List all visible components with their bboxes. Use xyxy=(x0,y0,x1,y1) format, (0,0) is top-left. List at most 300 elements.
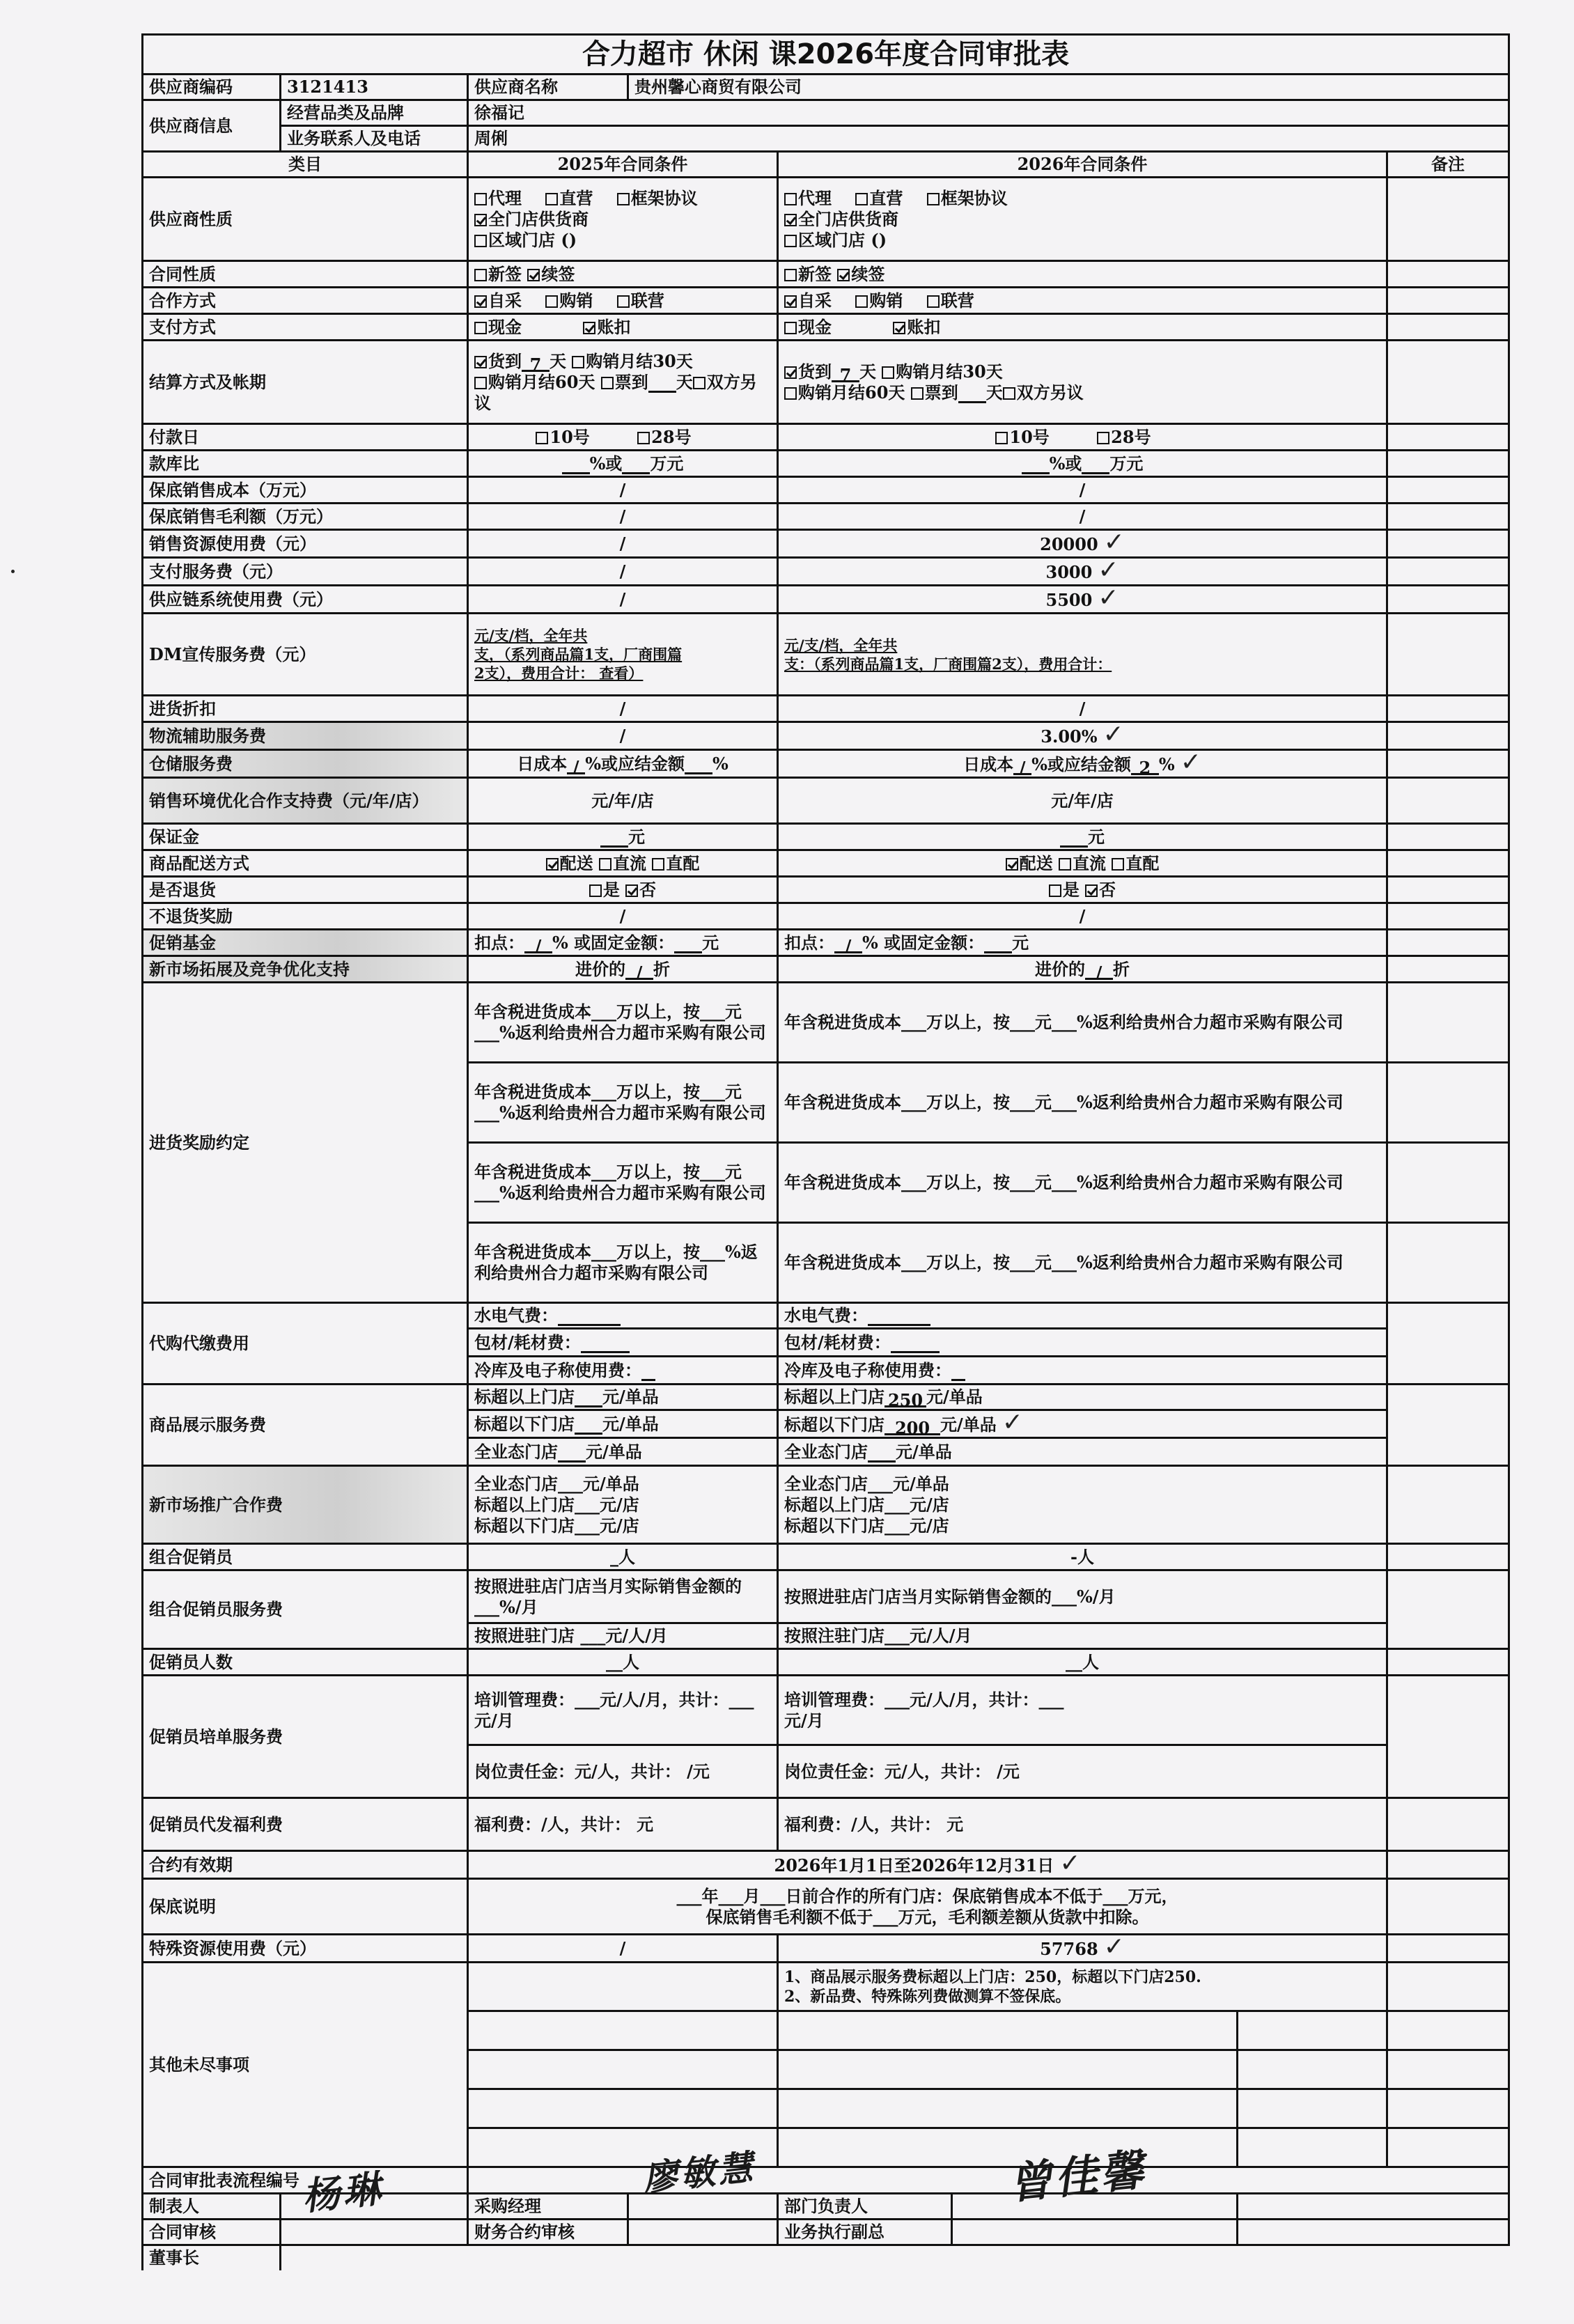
other-2026-row-b xyxy=(1238,2011,1387,2050)
text: % 或固定金额： xyxy=(862,932,985,953)
option-label: 现金 xyxy=(798,316,832,337)
remark-cell xyxy=(1387,1963,1509,2011)
checkbox-60days-2025[interactable] xyxy=(474,377,487,389)
checkbox-renew-2025[interactable] xyxy=(527,269,540,281)
checkbox-new-2026[interactable] xyxy=(784,269,797,281)
option-label: 全门店供货商 xyxy=(488,208,589,229)
remark-header: 备注 xyxy=(1387,152,1509,178)
ticket-days-field[interactable] xyxy=(958,386,986,403)
rebate-2025-tier: 年含税进货成本___万以上，按___元___%返利给贵州合力超市采购有限公司 xyxy=(468,1143,778,1223)
sales-resource-2025: / xyxy=(468,530,778,558)
remark-cell xyxy=(1387,477,1509,504)
text: 包材/耗材费： xyxy=(784,1332,891,1352)
other-2026-row-a xyxy=(778,2089,1238,2128)
remark-cell xyxy=(1387,722,1509,750)
option-label: 购销 xyxy=(559,290,593,311)
purchase-discount-2026: / xyxy=(778,696,1387,722)
checkbox-ticket-2026[interactable] xyxy=(911,387,924,400)
option-label: 框架协议 xyxy=(630,187,698,208)
dept-label: 部门负责人 xyxy=(778,2194,952,2220)
remark-cell xyxy=(1387,778,1509,824)
sales-resource-label: 销售资源使用费（元） xyxy=(143,530,468,558)
supplier-info-label: 供应商信息 xyxy=(143,100,281,152)
contact-label: 业务联系人及电话 xyxy=(281,126,468,152)
flow-no-value[interactable] xyxy=(468,2167,1509,2194)
review-label: 合同审核 xyxy=(143,2220,281,2245)
days-field[interactable]: 7 xyxy=(522,354,550,372)
checkbox-self-2025[interactable] xyxy=(474,295,487,308)
settle-2025 xyxy=(468,341,778,424)
unit-label: 元 xyxy=(628,826,645,847)
checkbox-deduct-2025[interactable] xyxy=(583,322,595,334)
rebate-2025-tier: 年含税进货成本___万以上，按___%返利给贵州合力超市采购有限公司 xyxy=(468,1223,778,1303)
checkbox-yes-2025[interactable] xyxy=(589,884,602,897)
rebate-label: 进货奖励约定 xyxy=(143,983,468,1303)
stock-ratio-2025 xyxy=(468,451,778,477)
proxy-water-2025 xyxy=(468,1303,778,1329)
rebate-2026-tier: 年含税进货成本___万以上，按___元___%返利给贵州合力超市采购有限公司 xyxy=(778,1143,1387,1223)
price-field[interactable] xyxy=(868,1445,896,1463)
remark-cell xyxy=(1387,696,1509,722)
amount-field[interactable] xyxy=(622,457,650,474)
text: 折 xyxy=(1113,958,1130,979)
deposit-field[interactable] xyxy=(1060,830,1088,848)
remark-cell xyxy=(1387,261,1509,288)
min-profit-2026: / xyxy=(778,504,1387,530)
other-notes xyxy=(778,1963,1387,2011)
remark-cell xyxy=(1387,850,1509,877)
buyer-signature: 廖敏慧 xyxy=(641,2146,758,2199)
remark-cell xyxy=(1387,983,1509,1063)
option-label: 直配 xyxy=(666,852,700,873)
checkbox-30days-2025[interactable] xyxy=(572,356,584,368)
price-field[interactable] xyxy=(575,1390,602,1407)
deposit-2025 xyxy=(468,824,778,850)
option-label: 框架协议 xyxy=(940,187,1008,208)
remark-cell xyxy=(1387,1544,1509,1570)
maker-signature-cell[interactable] xyxy=(281,2166,468,2220)
remark-cell xyxy=(1387,1063,1509,1143)
approval-table xyxy=(141,33,1510,2270)
checkbox-28th-2025[interactable] xyxy=(637,432,650,444)
remark-cell xyxy=(1387,451,1509,477)
guarantee-value xyxy=(468,1879,1387,1935)
supplier-code: 3121413 xyxy=(281,75,468,100)
remark-cell xyxy=(1387,1385,1509,1466)
text: 包材/耗材费： xyxy=(474,1332,581,1352)
checkbox-30days-2026[interactable] xyxy=(882,366,894,379)
supply-chain-2026 xyxy=(778,586,1387,614)
remark-cell xyxy=(1387,930,1509,956)
checkbox-buy-2025[interactable] xyxy=(545,295,558,308)
price-field[interactable]: 250 xyxy=(885,1390,926,1407)
proxy-pack-2025 xyxy=(468,1329,778,1357)
other-2026-row-a xyxy=(778,2011,1238,2050)
proxy-water-2026 xyxy=(778,1303,1387,1329)
option-label: 否 xyxy=(1099,879,1116,900)
checkbox-cash-2025[interactable] xyxy=(474,322,487,334)
promo-new-label: 新市场推广合作费 xyxy=(143,1466,468,1544)
display-all-2026 xyxy=(778,1438,1387,1466)
text: %或应结金额 xyxy=(1031,754,1131,774)
combo-fee-2025-a: 按照进驻店门店当月实际销售金额的___%/月 xyxy=(468,1570,778,1623)
text: 日成本 xyxy=(517,753,568,774)
checkbox-directship-2025[interactable] xyxy=(652,858,664,871)
remark-cell xyxy=(1387,2011,1509,2050)
cost-field[interactable]: / xyxy=(567,757,585,774)
deposit-field[interactable] xyxy=(600,830,628,848)
unit-label: 天 xyxy=(550,350,566,371)
option-label: 直流 xyxy=(1073,852,1106,873)
proxy-cold-2025 xyxy=(468,1357,778,1385)
checkbox-yes-2026[interactable] xyxy=(1049,884,1061,897)
checkbox-new-2025[interactable] xyxy=(474,269,487,281)
remark-cell xyxy=(1387,586,1509,614)
checkbox-self-2026[interactable] xyxy=(784,295,797,308)
pay-method-2025 xyxy=(468,314,778,341)
vp-signature-cell[interactable] xyxy=(952,2220,1238,2245)
option-label: 是 xyxy=(1062,879,1080,900)
pack-field[interactable] xyxy=(891,1336,940,1353)
finance-signature-cell[interactable] xyxy=(628,2220,778,2245)
value: 3.00% xyxy=(1041,726,1098,747)
option-label: 配送 xyxy=(1019,852,1053,873)
remark-cell xyxy=(1387,288,1509,314)
option-label: 区域门店 () xyxy=(798,229,887,250)
remark-cell xyxy=(1387,614,1509,696)
option-label: 购销 xyxy=(869,290,903,311)
checkbox-direct-2025[interactable] xyxy=(545,193,558,205)
buyer-signature-cell[interactable] xyxy=(628,2146,778,2220)
purchase-discount-2025: / xyxy=(468,696,778,722)
proxy-label: 代购代缴费用 xyxy=(143,1303,468,1385)
rate-field[interactable]: / xyxy=(834,936,862,953)
checkbox-cash-2026[interactable] xyxy=(784,322,797,334)
checkbox-region-2026[interactable] xyxy=(784,235,797,247)
dm-2025 xyxy=(468,614,778,696)
remark-cell xyxy=(1387,1935,1509,1963)
remark-cell xyxy=(1387,903,1509,930)
option-label: 续签 xyxy=(541,263,575,284)
combo-fee-2026-b: 按照注驻门店___元/人/月 xyxy=(778,1623,1387,1649)
combo-fee-2025-b: 按照进驻门店 ___元/人/月 xyxy=(468,1623,778,1649)
brand-label: 经营品类及品牌 xyxy=(281,100,468,126)
option-label: 票到 xyxy=(924,382,958,403)
option-label: 联营 xyxy=(630,290,664,311)
remark-cell xyxy=(1387,2128,1509,2167)
other-2026-row-b xyxy=(1238,2128,1387,2167)
special-label: 特殊资源使用费（元） xyxy=(143,1935,468,1963)
amount-field[interactable] xyxy=(984,936,1012,953)
water-field[interactable] xyxy=(868,1309,930,1326)
remark-cell xyxy=(1387,824,1509,850)
returns-label: 是否退货 xyxy=(143,877,468,903)
checkbox-arrival-2026[interactable] xyxy=(784,366,797,379)
remark-cell xyxy=(1387,1143,1509,1223)
no-return-reward-2026: / xyxy=(778,903,1387,930)
pay-service-2025: / xyxy=(468,558,778,586)
ratio-field[interactable] xyxy=(1022,457,1050,474)
text: 水电气费： xyxy=(474,1305,558,1325)
scan-speck xyxy=(11,570,15,573)
remark-cell xyxy=(1387,956,1509,983)
checkbox-10th-2026[interactable] xyxy=(995,432,1008,444)
checkbox-buy-2026[interactable] xyxy=(855,295,868,308)
checkbox-all-stores-2026[interactable] xyxy=(784,214,797,226)
text: 扣点： xyxy=(784,932,834,953)
text: 标超以下门店 xyxy=(474,1413,575,1434)
staff-count-2025: __人 xyxy=(468,1649,778,1676)
remark-cell xyxy=(1387,314,1509,341)
pay-day-2025 xyxy=(468,424,778,451)
text: %或应结金额 xyxy=(585,753,685,774)
checkbox-dist-2026[interactable] xyxy=(1006,858,1018,871)
remark-cell xyxy=(1387,1303,1509,1385)
deposit-2026 xyxy=(778,824,1387,850)
discount-field[interactable]: / xyxy=(1085,962,1113,980)
checkbox-ticket-2025[interactable] xyxy=(601,377,614,389)
option-label: 10号 xyxy=(1009,426,1050,447)
supplier-code-label: 供应商编码 xyxy=(143,75,281,100)
remark-cell xyxy=(1387,504,1509,530)
checkbox-all-stores-2025[interactable] xyxy=(474,214,487,226)
option-label: 直营 xyxy=(559,187,593,208)
option-label: 代理 xyxy=(798,187,832,208)
option-label: 28号 xyxy=(1111,426,1151,447)
display-above-2026 xyxy=(778,1385,1387,1410)
validity-value xyxy=(468,1851,1387,1879)
value: 5500 xyxy=(1045,590,1093,610)
checkbox-agent-2025[interactable] xyxy=(474,193,487,205)
checkbox-agent-2026[interactable] xyxy=(784,193,797,205)
remark-cell xyxy=(1387,178,1509,261)
promo-fund-2026 xyxy=(778,930,1387,956)
supplier-name: 贵州馨心商贸有限公司 xyxy=(628,75,1509,100)
delivery-2025 xyxy=(468,850,778,877)
brand-value: 徐福记 xyxy=(468,100,1509,126)
checkbox-joint-2025[interactable] xyxy=(617,295,630,308)
checkbox-no-2026[interactable] xyxy=(1085,884,1098,897)
dm-2026 xyxy=(778,614,1387,696)
ticket-days-field[interactable] xyxy=(648,375,676,393)
delivery-label: 商品配送方式 xyxy=(143,850,468,877)
purchase-discount-label: 进货折扣 xyxy=(143,696,468,722)
cold-field[interactable] xyxy=(641,1364,655,1381)
rate-field[interactable]: / xyxy=(524,936,552,953)
special-2025: / xyxy=(468,1935,778,1963)
text: 水电气费： xyxy=(784,1305,868,1325)
value: 2026年1月1日至2026年12月31日 xyxy=(774,1855,1054,1875)
checkbox-frame-2025[interactable] xyxy=(617,193,630,205)
discount-field[interactable]: / xyxy=(625,962,653,980)
nature-2025 xyxy=(468,178,778,261)
logistics-2025: / xyxy=(468,722,778,750)
text: 进价的 xyxy=(1035,958,1085,979)
option-label: 自采 xyxy=(488,290,522,311)
checkbox-other-2025[interactable] xyxy=(693,377,706,389)
value: 20000 xyxy=(1040,534,1098,554)
sales-resource-2026 xyxy=(778,530,1387,558)
option-label: 否 xyxy=(639,879,657,900)
checkbox-direct-2026[interactable] xyxy=(855,193,868,205)
text: 日成本 xyxy=(963,754,1014,774)
contract-type-label: 合同性质 xyxy=(143,261,468,288)
option-label: 配送 xyxy=(559,852,593,873)
check-mark-icon: ✓ xyxy=(1102,720,1124,749)
staff-count-2026: __人 xyxy=(778,1649,1387,1676)
checkbox-deduct-2026[interactable] xyxy=(893,322,905,334)
promo-line: 标超以下门店___元/店 xyxy=(784,1515,949,1536)
amount-field[interactable] xyxy=(1082,457,1109,474)
checkbox-10th-2025[interactable] xyxy=(536,432,548,444)
amount-field[interactable] xyxy=(685,757,712,774)
form-title: 合力超市 休闲 课2026年度合同审批表 xyxy=(143,35,1509,75)
text: 扣点： xyxy=(474,932,524,953)
text: 元 xyxy=(1012,932,1029,953)
remark-cell xyxy=(1387,1676,1509,1798)
other-2026-row-b xyxy=(1238,2089,1387,2128)
option-label: 联营 xyxy=(940,290,974,311)
unit-label: 天 xyxy=(676,371,693,392)
min-cost-2026: / xyxy=(778,477,1387,504)
amount-field[interactable]: 2 xyxy=(1131,758,1159,775)
new-market-2026 xyxy=(778,956,1387,983)
rebate-2026-tier: 年含税进货成本___万以上，按___元___%返利给贵州合力超市采购有限公司 xyxy=(778,983,1387,1063)
maker-signature: 杨琳 xyxy=(299,2166,386,2219)
checkbox-no-2025[interactable] xyxy=(625,884,638,897)
review-signature-cell[interactable] xyxy=(281,2220,468,2245)
note-line: 1、商品展示服务费标超以上门店：250，标超以下门店250. xyxy=(784,1967,1201,1986)
other-2025-row xyxy=(468,1963,778,2011)
remark-cell xyxy=(1387,1798,1509,1851)
text: 元/单品 xyxy=(602,1387,659,1407)
water-field[interactable] xyxy=(558,1309,621,1326)
checkbox-region-2025[interactable] xyxy=(474,235,487,247)
combo-fee-label: 组合促销员服务费 xyxy=(143,1570,468,1649)
option-label: 双方另议 xyxy=(1016,382,1084,403)
pack-field[interactable] xyxy=(581,1336,630,1353)
checkbox-renew-2026[interactable] xyxy=(837,269,850,281)
supply-chain-2025: / xyxy=(468,586,778,614)
dm-line: 元/支/档，全年共 xyxy=(784,636,898,654)
delivery-2026 xyxy=(778,850,1387,877)
check-mark-icon: ✓ xyxy=(1059,1849,1081,1878)
combo-fee-2026-a: 按照进驻店门店当月实际销售金额的___%/月 xyxy=(778,1570,1387,1623)
display-label: 商品展示服务费 xyxy=(143,1385,468,1466)
env-2026: 元/年/店 xyxy=(778,778,1387,824)
checkbox-dist-2025[interactable] xyxy=(546,858,559,871)
checkbox-frame-2026[interactable] xyxy=(927,193,940,205)
returns-2026 xyxy=(778,877,1387,903)
no-return-reward-label: 不退货奖励 xyxy=(143,903,468,930)
chair-label: 董事长 xyxy=(143,2245,281,2270)
amount-field[interactable] xyxy=(674,936,702,953)
cost-field[interactable]: / xyxy=(1013,758,1031,775)
staff-count-label: 促销员人数 xyxy=(143,1649,468,1676)
option-label: 购销月结60天 xyxy=(798,382,905,403)
check-mark-icon: ✓ xyxy=(1103,1933,1125,1961)
training-2026-b: 岗位责任金：元/人，共计： /元 xyxy=(778,1745,1387,1798)
promo-fund-2025 xyxy=(468,930,778,956)
nature-2026 xyxy=(778,178,1387,261)
special-2026 xyxy=(778,1935,1387,1963)
welfare-2025: 福利费：/人，共计： 元 xyxy=(468,1798,778,1851)
text: % xyxy=(1158,754,1175,774)
checkbox-flow-2026[interactable] xyxy=(1059,858,1071,871)
settle-2026 xyxy=(778,341,1387,424)
remark-cell xyxy=(1387,1649,1509,1676)
text: 元/单品 xyxy=(586,1441,642,1462)
checkbox-arrival-2025[interactable] xyxy=(474,356,487,368)
dept-signature-cell[interactable] xyxy=(952,2144,1238,2220)
logistics-label: 物流辅助服务费 xyxy=(143,722,468,750)
promo-line: 标超以下门店___元/店 xyxy=(474,1515,639,1536)
days-field[interactable]: 7 xyxy=(832,365,859,382)
option-label: 账扣 xyxy=(597,316,631,337)
remark-cell xyxy=(1387,1466,1509,1544)
validity-label: 合约有效期 xyxy=(143,1851,468,1879)
checkbox-60days-2026[interactable] xyxy=(784,387,797,400)
check-mark-icon: ✓ xyxy=(1002,1408,1023,1437)
price-field[interactable] xyxy=(558,1445,586,1463)
check-mark-icon: ✓ xyxy=(1098,556,1119,584)
option-label: 现金 xyxy=(488,316,522,337)
option-label: 直配 xyxy=(1125,852,1160,873)
rebate-2025-tier: 年含税进货成本___万以上，按___元___%返利给贵州合力超市采购有限公司 xyxy=(468,1063,778,1143)
dm-line: 2支），费用合计： 查看） xyxy=(474,664,644,682)
env-label: 销售环境优化合作支持费（元/年/店） xyxy=(143,778,468,824)
option-label: 自采 xyxy=(798,290,832,311)
checkbox-joint-2026[interactable] xyxy=(927,295,940,308)
checkbox-directship-2026[interactable] xyxy=(1112,858,1124,871)
ratio-field[interactable] xyxy=(562,457,590,474)
checkbox-other-2026[interactable] xyxy=(1003,387,1015,400)
contract-type-2026 xyxy=(778,261,1387,288)
proxy-cold-2026 xyxy=(778,1357,1387,1385)
contract-approval-form xyxy=(141,33,1508,2270)
option-label: 直营 xyxy=(869,187,903,208)
cold-field[interactable] xyxy=(951,1364,965,1381)
chair-signature-cell[interactable] xyxy=(281,2245,1509,2270)
text: 标超以下门店 xyxy=(784,1414,885,1435)
training-2025-b: 岗位责任金：元/人，共计： /元 xyxy=(468,1745,778,1798)
price-field[interactable]: 200 xyxy=(885,1418,940,1435)
maker-label: 制表人 xyxy=(143,2194,281,2220)
env-2025: 元/年/店 xyxy=(468,778,778,824)
text: 元/单品 xyxy=(896,1441,952,1462)
option-label: 是 xyxy=(602,879,620,900)
rebate-2026-tier: 年含税进货成本___万以上，按___元___%返利给贵州合力超市采购有限公司 xyxy=(778,1223,1387,1303)
pay-day-label: 付款日 xyxy=(143,424,468,451)
promo-line: 全业态门店___元/单品 xyxy=(474,1473,639,1494)
checkbox-28th-2026[interactable] xyxy=(1097,432,1109,444)
price-field[interactable] xyxy=(575,1417,602,1435)
dept-extra xyxy=(1238,2194,1509,2220)
text: 折 xyxy=(653,958,670,979)
checkbox-flow-2025[interactable] xyxy=(599,858,611,871)
display-all-2025 xyxy=(468,1438,778,1466)
coop-label: 合作方式 xyxy=(143,288,468,314)
promo-new-2026 xyxy=(778,1466,1387,1544)
welfare-label: 促销员代发福利费 xyxy=(143,1798,468,1851)
remark-cell xyxy=(1387,530,1509,558)
text: 进价的 xyxy=(575,958,625,979)
option-label: 直流 xyxy=(613,852,646,873)
promo-fund-label: 促销基金 xyxy=(143,930,468,956)
dm-line: 支，（系列商品篇1支，厂商围篇 xyxy=(474,646,683,663)
training-2025-a: 培训管理费：___元/人/月，共计：___元/月 xyxy=(468,1676,778,1745)
text: 冷库及电子称使用费： xyxy=(784,1359,951,1380)
